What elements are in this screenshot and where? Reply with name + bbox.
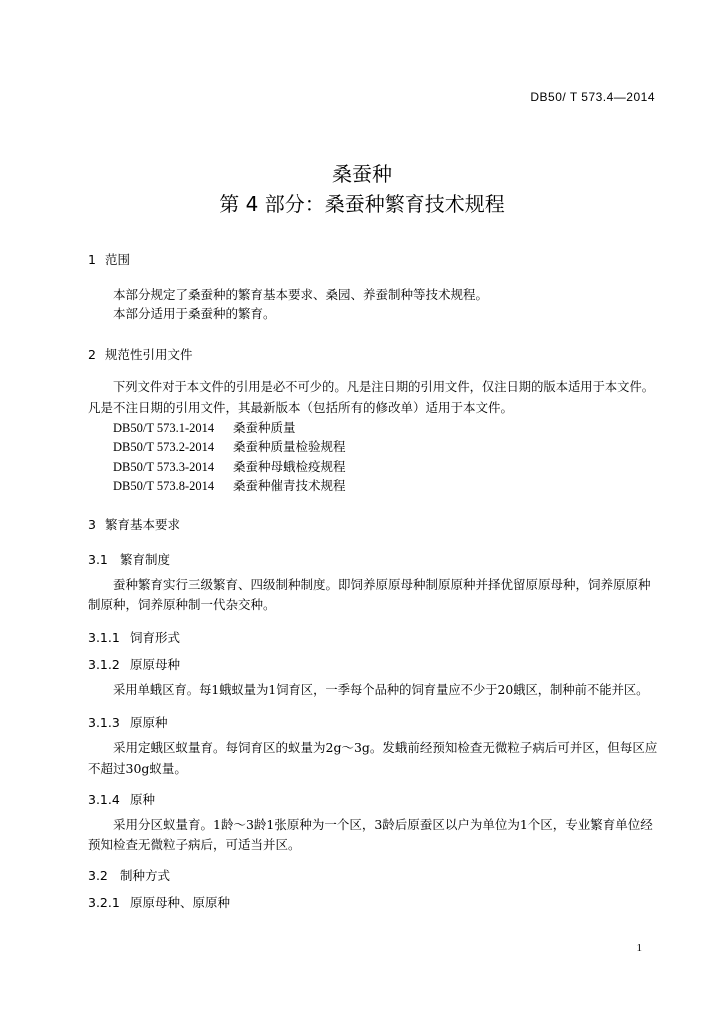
section-number: 1 [88,252,96,267]
paragraph: 预知检查无微粒子病后，可适当并区。 [88,837,301,852]
section-heading-3-2 [88,866,170,884]
section-heading-3-1-4 [88,790,155,808]
section-heading-3-2-1 [88,893,230,911]
section-number: 3.1.1 [88,630,120,645]
reference-item [113,418,296,436]
section-number: 3.1 [88,552,108,567]
reference-name: 桑蚕种催青技术规程 [233,478,346,493]
section-number: 3.1.4 [88,792,120,807]
paragraph: 下列文件对于本文件的引用是必不可少的。凡是注日期的引用文件，仅注日期的版本适用于本文件。 [113,380,655,394]
document-subtitle: 第 4 部分：桑蚕种繁育技术规程 [219,192,505,216]
section-title: 原原种 [130,715,168,730]
section-number: 3.2.1 [88,895,120,910]
section-title: 制种方式 [120,868,171,883]
section-heading-3-1-1 [88,628,180,646]
section-title: 范围 [105,252,131,267]
document-title: 桑蚕种 [332,162,392,186]
reference-code: DB50/T 573.3-2014 [113,460,215,474]
reference-name: 桑蚕种母蛾检疫规程 [233,459,346,474]
section-number: 3.1.2 [88,657,120,672]
reference-name: 桑蚕种质量检验规程 [233,439,346,454]
section-title: 原原母种 [130,657,181,672]
reference-name: 桑蚕种质量 [233,420,296,435]
section-title: 原种 [130,792,156,807]
document-code: DB50/ T 573.4—2014 [530,90,655,104]
section-heading-3-1-3 [88,713,168,731]
reference-code: DB50/T 573.8-2014 [113,479,215,493]
section-title: 规范性引用文件 [105,347,193,362]
section-heading-3 [88,515,180,533]
section-number: 3.1.3 [88,715,120,730]
reference-item [113,457,346,475]
paragraph: 蚕种繁育实行三级繁育、四级制种制度。即饲养原原母种制原原种并择优留原原母种，饲养原原种 [113,577,651,592]
paragraph: 本部分适用于桑蚕种的繁育。 [113,306,276,321]
section-title: 饲育形式 [130,630,181,645]
paragraph: 本部分规定了桑蚕种的繁育基本要求、桑园、养蚕制种等技术规程。 [113,287,489,302]
reference-code: DB50/T 573.1-2014 [113,421,215,435]
section-number: 2 [88,347,96,362]
page-number: 1 [636,942,642,954]
reference-code: DB50/T 573.2-2014 [113,440,215,454]
section-number: 3 [88,517,96,532]
section-title: 繁育基本要求 [105,517,181,532]
section-number: 3.2 [88,868,108,883]
section-title: 繁育制度 [120,552,171,567]
reference-item [113,476,346,494]
paragraph: 采用分区蚁量育。1龄～3龄1张原种为一个区，3龄后原蚕区以户为单位为1个区，专业繁育单位经 [113,817,653,832]
paragraph: 不超过30g蚁量。 [88,761,187,776]
section-heading-1 [88,250,130,268]
section-title: 原原母种、原原种 [130,895,231,910]
paragraph: 采用定蛾区蚁量育。每饲育区的蚁量为2g～3g。发蛾前经预知检查无微粒子病后可并区，但每区应 [113,740,658,755]
section-heading-3-1-2 [88,655,180,673]
paragraph: 采用单蛾区育。每1蛾蚁量为1饲育区，一季每个品种的饲育量应不少于20蛾区，制种前不能并区。 [113,683,649,697]
paragraph: 凡是不注日期的引用文件，其最新版本（包括所有的修改单）适用于本文件。 [88,400,514,415]
reference-item [113,437,346,455]
section-heading-3-1 [88,550,170,568]
paragraph: 制原种，饲养原种制一代杂交种。 [88,597,276,612]
section-heading-2 [88,345,193,363]
